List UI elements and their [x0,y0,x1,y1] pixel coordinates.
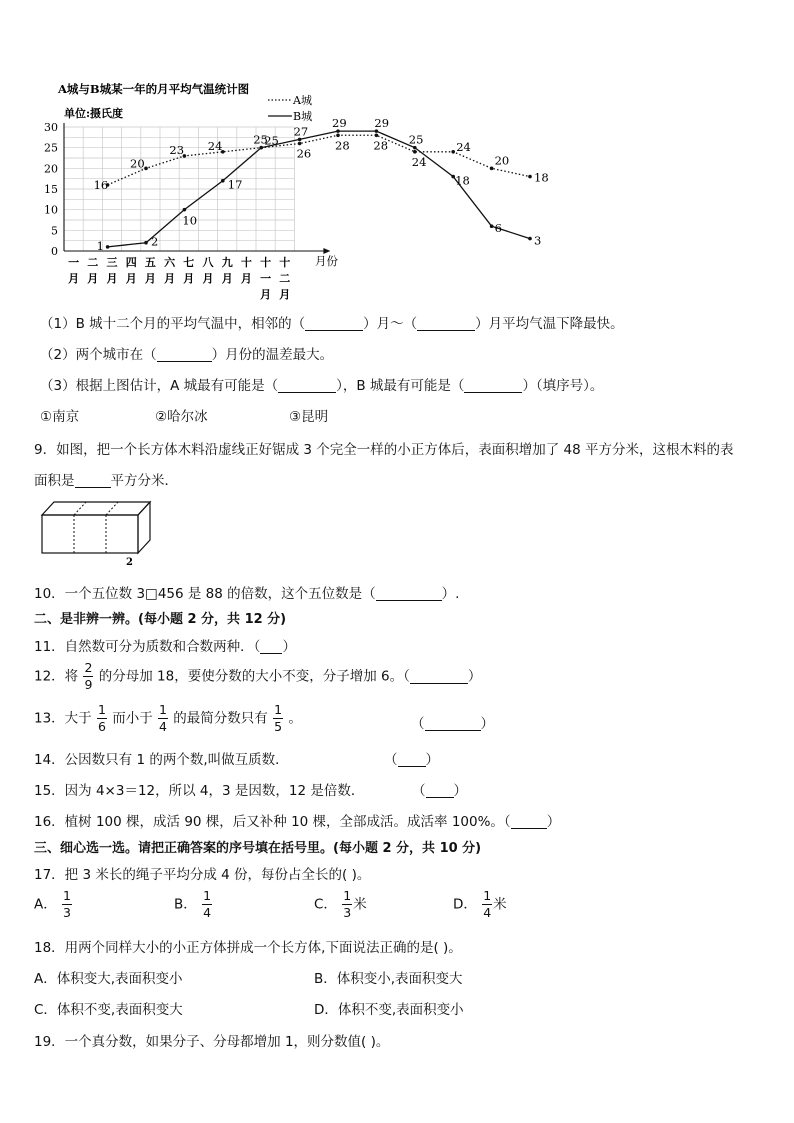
q13-text-c: 的最简分数只有 [173,710,268,727]
q15-text-c: ） [453,783,467,799]
q19-stem: 19．一个真分数，如果分子、分母都增加 1，则分数值( )。 [34,1034,390,1050]
q17-c-label: C． [314,896,337,913]
q17-option-b[interactable] [174,890,213,919]
q8-part1 [40,312,624,332]
q8-p3-text-a: （3）根据上图估计，A 城最有可能是（ [40,378,279,394]
chart-title: A城与B城某一年的月平均气温统计图 [58,82,250,96]
q12-text-b: 的分母加 18，要使分数的大小不变，分子增加 6。（ [98,668,410,685]
legend-a-label: A城 [293,94,312,107]
q13 [34,704,302,733]
series-b-point [221,179,225,183]
q17-c-den: 3 [343,904,352,920]
series-a-city [94,133,549,191]
series-a-data-label: 25 [264,133,279,148]
y-tick-label: 10 [44,203,58,217]
q14-text-b: （ [384,752,398,768]
series-b-data-label: 27 [293,124,309,139]
q13-frac1-num: 1 [97,702,106,717]
series-a-data-label: 24 [411,154,427,169]
q17-option-c[interactable] [314,890,367,919]
series-b-data-label: 3 [534,233,542,248]
q18-option-c[interactable]: C．体积不变,表面积变大 [34,1002,183,1018]
q12-frac-den: 9 [84,676,93,692]
x-tick-label: 十月 [240,256,252,285]
x-tick-label: 六月 [164,256,176,285]
series-a-data-label: 20 [494,153,510,168]
legend-b-label: B城 [293,110,313,123]
series-a-data-label: 28 [373,138,389,153]
section-3-heading: 三、细心选一选。请把正确答案的序号填在括号里。(每小题 2 分，共 10 分) [34,841,482,856]
x-tick-label: 七月 [183,256,195,285]
q13-frac2-den: 4 [159,718,167,734]
x-tick-label: 九月 [221,256,233,285]
q9-text-b: 平方分米． [110,473,178,489]
q10-text-b: ）. [441,586,460,602]
q10-text-a: 10．一个五位数 3□456 是 88 的倍数，这个五位数是（ [34,586,376,602]
q17-option-a[interactable] [34,890,73,919]
y-axis [44,121,64,258]
x-tick-label: 三月 [106,256,118,285]
series-a-data-label: 28 [335,138,350,153]
q12 [34,662,481,691]
series-b-data-label: 29 [374,116,390,131]
q8-p2-text-a: （2）两个城市在（ [40,347,157,363]
q14: 14．公因数只有 1 的两个数,叫做互质数． [34,752,289,768]
q8-p3-blank-2[interactable] [464,378,522,393]
series-a-point [144,167,148,171]
q13-fraction-2 [158,704,168,733]
series-b-data-label: 17 [227,177,243,192]
q12-text-a: 12．将 [34,668,79,685]
q8-p1-blank-1[interactable] [305,316,363,331]
q13-fraction-3 [273,704,283,733]
series-b-point [528,237,532,241]
q9-text-a: 面积是 [34,473,75,489]
q18-option-a[interactable]: A．体积变大,表面积变小 [34,971,183,987]
q16-blank[interactable] [511,814,547,829]
q10 [34,582,459,602]
series-a-data-label: 20 [130,156,145,171]
q17-d-num: 1 [483,888,492,903]
q17-a-label: A． [34,896,57,913]
q9-line1: 9．如图，把一个长方体木料沿虚线正好锯成 3 个完全一样的小正方体后，表面积增加了 48 平方分米，这根木料的表 [34,442,734,458]
series-a-point [451,150,455,154]
q8-p2-blank[interactable] [157,347,212,362]
series-a-point [490,167,494,171]
q16-text-b: ） [546,814,561,830]
q8-p1-text-a: （1）B 城十二个月的平均气温中，相邻的（ [40,316,306,332]
q13-text-f: ） [480,716,494,732]
y-tick-label: 5 [51,224,58,238]
q8-p1-blank-2[interactable] [417,316,475,331]
q13-frac3-den: 5 [274,718,283,734]
q18-option-b[interactable]: B．体积变小,表面积变大 [314,971,463,987]
q8-p1-text-b: ）月～（ [363,316,418,332]
q9-figure-label: 2 [126,557,133,568]
series-b-point [144,241,148,245]
q17-c-fraction [342,890,352,919]
q18-option-d[interactable]: D．体积不变,表面积变小 [314,1002,464,1018]
series-b-point [106,245,110,249]
x-tick-label: 八月 [202,256,214,285]
x-tick-label: 十一月 [260,256,272,301]
series-b-data-label: 25 [253,132,268,147]
q13-frac3-num: 1 [274,702,283,717]
q17-d-den: 4 [483,904,492,920]
q18-stem: 18．用两个同样大小的小正方体拼成一个长方体,下面说法正确的是( )。 [34,940,462,956]
q12-text-c: ） [467,668,482,685]
q11-text-a: 11．自然数可分为质数和合数两种．（ [34,639,261,655]
y-tick-label: 15 [44,183,58,196]
section-2-heading: 二、是非辨一辨。(每小题 2 分，共 12 分) [34,612,287,627]
q13-blank[interactable] [425,716,481,731]
series-b-data-label: 1 [96,238,104,253]
q13-frac2-num: 1 [159,702,167,717]
q17-a-num: 1 [63,888,71,903]
q13-text-d: 。 [288,710,302,727]
x-axis [64,248,330,301]
series-a-data-label: 18 [534,170,549,185]
x-tick-label: 四月 [125,256,137,285]
q15-text-b: （ [412,783,426,799]
q9-blank[interactable] [75,473,111,488]
q14-answer [384,748,439,768]
q13-fraction-1 [97,704,107,733]
series-a-data-label: 24 [456,139,471,154]
q13-answer [411,712,494,732]
series-b-city [97,116,542,253]
y-tick-label: 25 [44,141,58,155]
q16-text-a: 16．植树 100 棵，成活 90 棵，后又补种 10 棵，全部成活。成活率 100%。（ [34,814,511,830]
series-a-data-label: 23 [169,142,185,157]
q17-stem: 17．把 3 米长的绳子平均分成 4 份，每份占全长的( )。 [34,867,371,883]
q16 [34,810,560,830]
series-a-point [298,142,302,146]
q9-line2 [34,469,178,489]
series-a-point [413,150,417,154]
q10-blank[interactable] [376,586,442,601]
q13-text-b: 而小于 [112,710,153,727]
q13-text-e: （ [411,716,425,732]
q12-fraction [83,662,93,691]
q17-c-num: 1 [343,888,352,903]
q12-blank[interactable] [410,669,468,684]
q14-text-c: ） [425,752,439,768]
q8-p3-text-b: ），B 城最有可能是（ [336,378,465,394]
q8-option-1: ①南京 [40,409,80,425]
series-a-point [528,175,532,179]
q8-option-2: ②哈尔冰 [155,409,208,425]
q17-a-fraction [62,890,72,919]
y-tick-label: 0 [51,245,58,258]
series-a-data-label: 24 [207,138,223,153]
chart-unit-label: 单位:摄氏度 [64,107,124,120]
q15-blank[interactable] [426,783,454,798]
x-tick-label: 二月 [87,256,99,285]
q8-part3 [40,374,603,394]
temperature-line-chart [30,80,549,305]
x-tick-label: 五月 [144,256,156,285]
chart-legend [268,94,312,123]
q17-d-unit: 米 [493,896,507,913]
q17-a-den: 3 [63,904,71,920]
series-a-point [375,133,379,137]
series-b-data-label: 18 [455,173,470,188]
q17-b-label: B． [174,896,197,913]
q15-answer [412,779,467,799]
series-b-data-label: 2 [151,234,159,249]
x-tick-label: 十二月 [279,256,291,301]
series-a-data-label: 26 [296,146,312,161]
series-b-data-label: 25 [408,132,424,147]
q11-text-b: ） [282,639,296,655]
q17-option-d[interactable] [453,890,507,919]
y-tick-label: 20 [44,162,58,176]
q17-d-fraction [482,890,492,919]
q8-p2-text-b: ）月份的温差最大。 [211,347,334,363]
q17-b-den: 4 [203,904,212,920]
series-b-point [490,224,494,228]
q17-b-fraction [202,890,212,919]
q11-blank[interactable] [260,639,282,654]
series-a-point [336,133,340,137]
q8-p3-blank-1[interactable] [278,378,336,393]
series-b-data-label: 29 [332,116,347,131]
q17-d-label: D． [453,896,477,913]
q13-text-a: 13．大于 [34,710,92,727]
q8-p1-text-c: ）月平均气温下降最快。 [475,316,624,332]
q9-cuboid-figure [36,495,156,567]
q11 [34,635,296,655]
series-b-point [183,208,187,212]
series-b-data-label: 10 [182,213,198,228]
x-tick-label: 一月 [68,256,80,285]
q17-b-num: 1 [203,888,212,903]
series-b-data-label: 6 [494,221,502,236]
x-axis-label: 月份 [315,254,338,268]
q8-option-3: ③昆明 [289,409,329,425]
q14-blank[interactable] [398,752,426,767]
q12-frac-num: 2 [84,660,93,675]
y-tick-label: 30 [44,121,58,134]
q17-c-unit: 米 [353,896,367,913]
series-a-data-label: 16 [93,177,109,192]
q8-p3-text-c: ）（填序号）。 [522,378,604,394]
q13-frac1-den: 6 [97,718,106,734]
q8-part2 [40,343,333,363]
q15: 15．因为 4×3＝12，所以 4，3 是因数，12 是倍数． [34,783,365,799]
